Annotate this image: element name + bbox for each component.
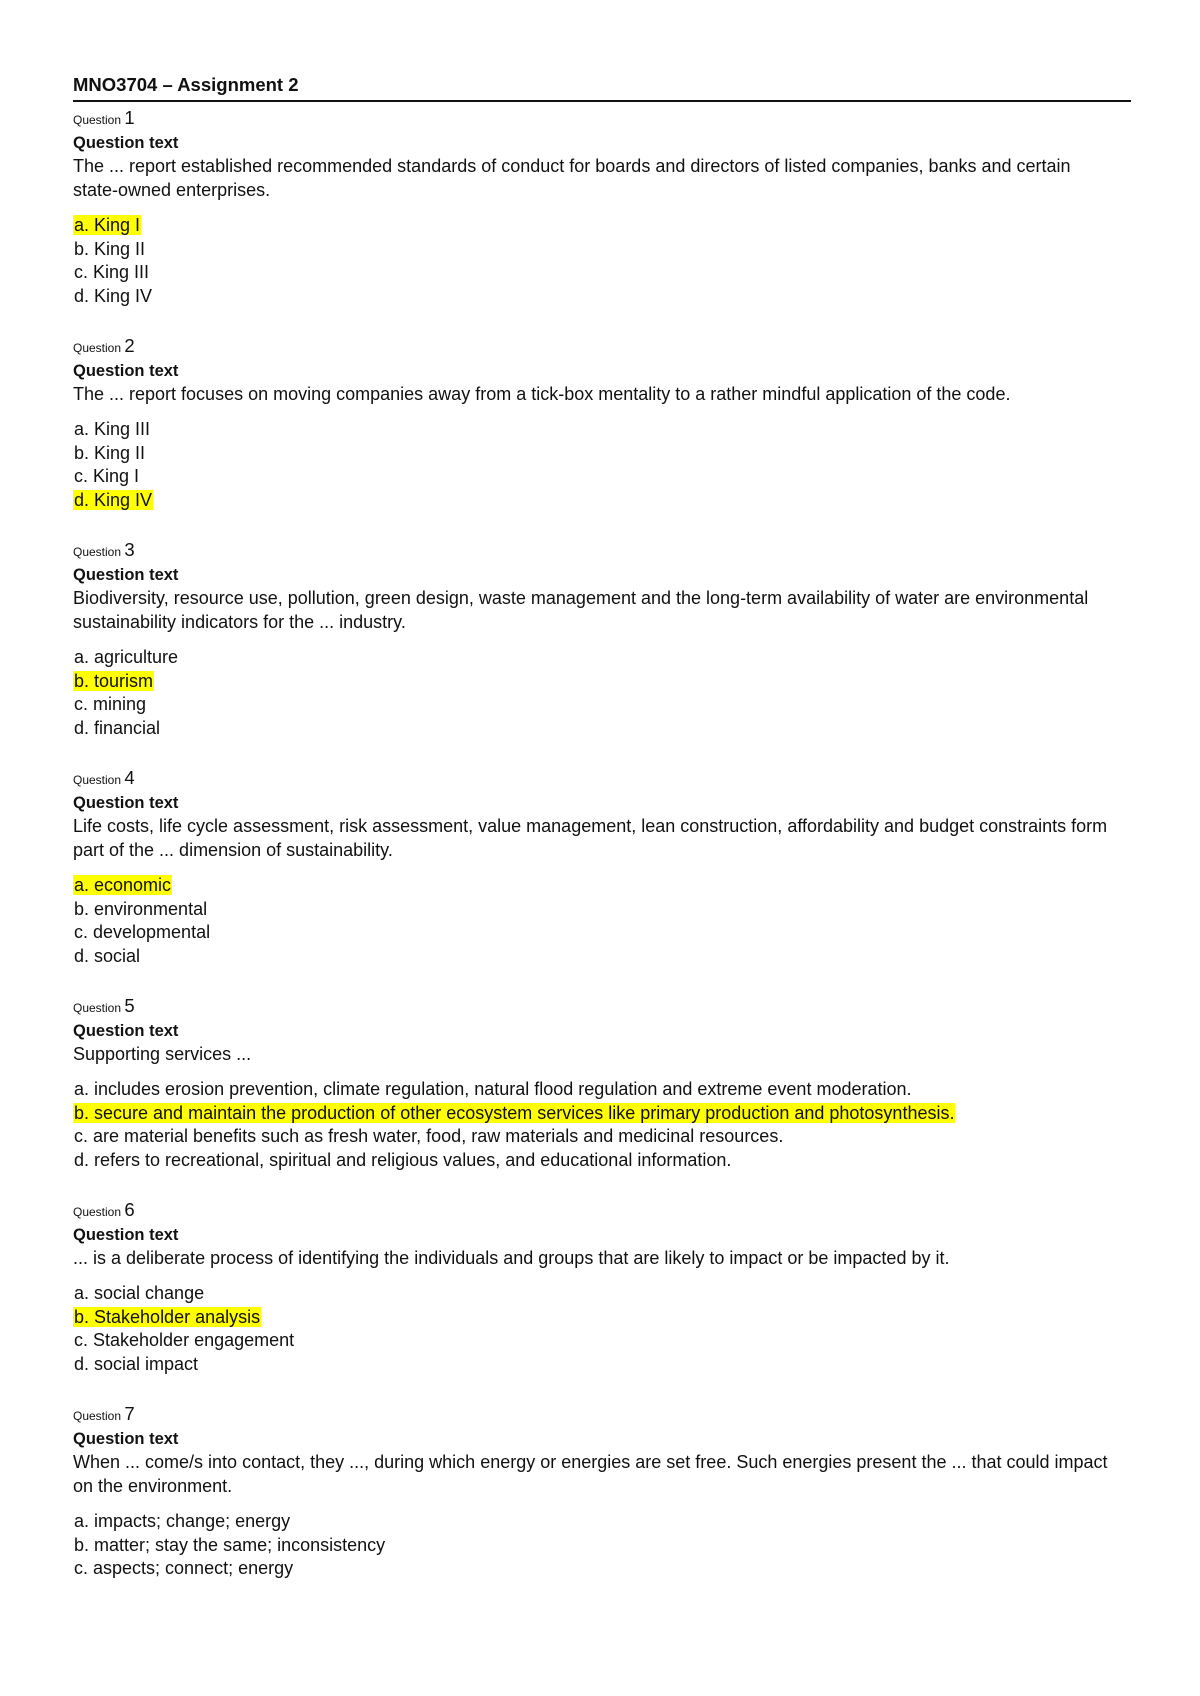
question-number-line bbox=[73, 994, 1128, 1020]
question-text: ... is a deliberate process of identifying the individuals and groups that are likely to impact or be impacted by it. bbox=[73, 1248, 950, 1268]
question-word: Question bbox=[73, 773, 122, 787]
answer-option-text: b. King II bbox=[74, 238, 146, 259]
question-label: Question text bbox=[73, 566, 179, 584]
answer-option-text: c. developmental bbox=[74, 922, 211, 942]
answer-option bbox=[73, 238, 1128, 262]
question-block bbox=[73, 538, 1128, 740]
answer-option-text: c. mining bbox=[74, 694, 147, 714]
answer-option bbox=[73, 442, 1128, 466]
answer-option bbox=[73, 693, 1128, 717]
answer-option bbox=[73, 1125, 1128, 1149]
answer-option-text: c. aspects; connect; energy bbox=[74, 1558, 294, 1578]
question-block bbox=[73, 1402, 1128, 1581]
question-word: Question bbox=[73, 1205, 122, 1219]
answer-option bbox=[73, 921, 1128, 945]
question-word: Question bbox=[73, 1001, 122, 1015]
answer-option-text: a. economic bbox=[74, 875, 172, 895]
answer-option bbox=[73, 1078, 1128, 1102]
question-number: 2 bbox=[124, 335, 135, 356]
question-block bbox=[73, 334, 1128, 512]
question-label: Question text bbox=[73, 362, 179, 380]
answer-option-text: a. King I bbox=[74, 215, 141, 235]
question-block bbox=[73, 1198, 1128, 1376]
answer-option-selected bbox=[73, 1102, 1128, 1126]
question-label: Question text bbox=[73, 794, 179, 812]
question-word: Question bbox=[73, 341, 122, 355]
answer-option bbox=[73, 1557, 1128, 1581]
answer-option-selected bbox=[73, 670, 1128, 694]
answer-option-text: a. impacts; change; energy bbox=[74, 1511, 291, 1531]
question-number-line bbox=[73, 766, 1128, 792]
answer-option-text: d. King IV bbox=[74, 285, 153, 306]
answer-options bbox=[73, 1510, 1128, 1581]
answer-option bbox=[73, 261, 1128, 285]
answer-option bbox=[73, 418, 1128, 442]
question-block bbox=[73, 106, 1128, 308]
answer-option-text: d. King IV bbox=[74, 489, 153, 510]
answer-option bbox=[73, 1510, 1128, 1534]
answer-option bbox=[73, 646, 1128, 670]
answer-option bbox=[73, 1329, 1128, 1353]
answer-option bbox=[73, 1282, 1128, 1306]
question-text: The ... report established recommended standards of conduct for boards and directors of listed companies, banks and certain state-owned enterprises. bbox=[73, 156, 1071, 200]
answer-option bbox=[73, 717, 1128, 741]
question-text: Supporting services ... bbox=[73, 1044, 252, 1064]
answer-option bbox=[73, 285, 1128, 309]
answer-options bbox=[73, 1282, 1128, 1376]
answer-option-text: b. secure and maintain the production of other ecosystem services like primary production and photosynthesis. bbox=[74, 1102, 955, 1123]
document-header bbox=[73, 74, 1131, 102]
answer-option-text: d. refers to recreational, spiritual and religious values, and educational information. bbox=[74, 1149, 732, 1170]
question-label: Question text bbox=[73, 134, 179, 152]
answer-option-text: d. social bbox=[74, 945, 141, 966]
question-text: The ... report focuses on moving companies away from a tick-box mentality to a rather mindful application of the code. bbox=[73, 384, 1011, 404]
answer-option-selected bbox=[73, 489, 1128, 513]
answer-option-text: a. social change bbox=[74, 1283, 205, 1303]
question-number-line bbox=[73, 1198, 1128, 1224]
answer-option-selected bbox=[73, 874, 1128, 898]
question-label: Question text bbox=[73, 1022, 179, 1040]
question-number: 6 bbox=[124, 1199, 135, 1220]
answer-option bbox=[73, 945, 1128, 969]
answer-option-text: c. are material benefits such as fresh water, food, raw materials and medicinal resources. bbox=[74, 1126, 784, 1146]
answer-options bbox=[73, 646, 1128, 740]
question-label: Question text bbox=[73, 1430, 179, 1448]
answer-options bbox=[73, 418, 1128, 512]
answer-option-text: b. environmental bbox=[74, 898, 208, 919]
answer-option-text: c. King III bbox=[74, 262, 150, 282]
answer-options bbox=[73, 214, 1128, 308]
answer-option-text: d. financial bbox=[74, 717, 161, 738]
answer-option bbox=[73, 465, 1128, 489]
question-number: 7 bbox=[124, 1403, 135, 1424]
question-text: When ... come/s into contact, they ..., during which energy or energies are set free. Such energies present the ... that could impact on the environment. bbox=[73, 1452, 1108, 1496]
question-block bbox=[73, 766, 1128, 968]
question-block bbox=[73, 994, 1128, 1172]
answer-option bbox=[73, 898, 1128, 922]
answer-option-selected bbox=[73, 1306, 1128, 1330]
answer-option-text: d. social impact bbox=[74, 1353, 199, 1374]
question-list bbox=[73, 106, 1128, 1581]
answer-option bbox=[73, 1353, 1128, 1377]
answer-option-text: b. King II bbox=[74, 442, 146, 463]
question-number-line bbox=[73, 106, 1128, 132]
answer-option-text: c. King I bbox=[74, 466, 140, 486]
question-word: Question bbox=[73, 545, 122, 559]
question-number-line bbox=[73, 334, 1128, 360]
answer-option-text: b. matter; stay the same; inconsistency bbox=[74, 1534, 386, 1555]
answer-options bbox=[73, 1078, 1128, 1172]
answer-option-text: a. includes erosion prevention, climate regulation, natural flood regulation and extreme event moderation. bbox=[74, 1079, 912, 1099]
answer-option-text: a. agriculture bbox=[74, 647, 179, 667]
question-number: 1 bbox=[124, 107, 135, 128]
question-text: Biodiversity, resource use, pollution, green design, waste management and the long-term availability of water are environmental sustainability indicators for the ... industry. bbox=[73, 588, 1089, 632]
answer-options bbox=[73, 874, 1128, 968]
answer-option-text: a. King III bbox=[74, 419, 151, 439]
question-number: 5 bbox=[124, 995, 135, 1016]
question-label: Question text bbox=[73, 1226, 179, 1244]
answer-option-text: c. Stakeholder engagement bbox=[74, 1330, 295, 1350]
question-word: Question bbox=[73, 1409, 122, 1423]
question-number: 3 bbox=[124, 539, 135, 560]
answer-option bbox=[73, 1534, 1128, 1558]
document-title: MNO3704 – Assignment 2 bbox=[73, 74, 299, 95]
answer-option-text: b. Stakeholder analysis bbox=[74, 1306, 261, 1327]
question-word: Question bbox=[73, 113, 122, 127]
question-text: Life costs, life cycle assessment, risk assessment, value management, lean construction, affordability and budget constraints form part of the ... dimension of sustainability. bbox=[73, 816, 1108, 860]
answer-option-text: b. tourism bbox=[74, 670, 154, 691]
question-number-line bbox=[73, 1402, 1128, 1428]
question-number-line bbox=[73, 538, 1128, 564]
question-number: 4 bbox=[124, 767, 135, 788]
answer-option bbox=[73, 1149, 1128, 1173]
answer-option-selected bbox=[73, 214, 1128, 238]
